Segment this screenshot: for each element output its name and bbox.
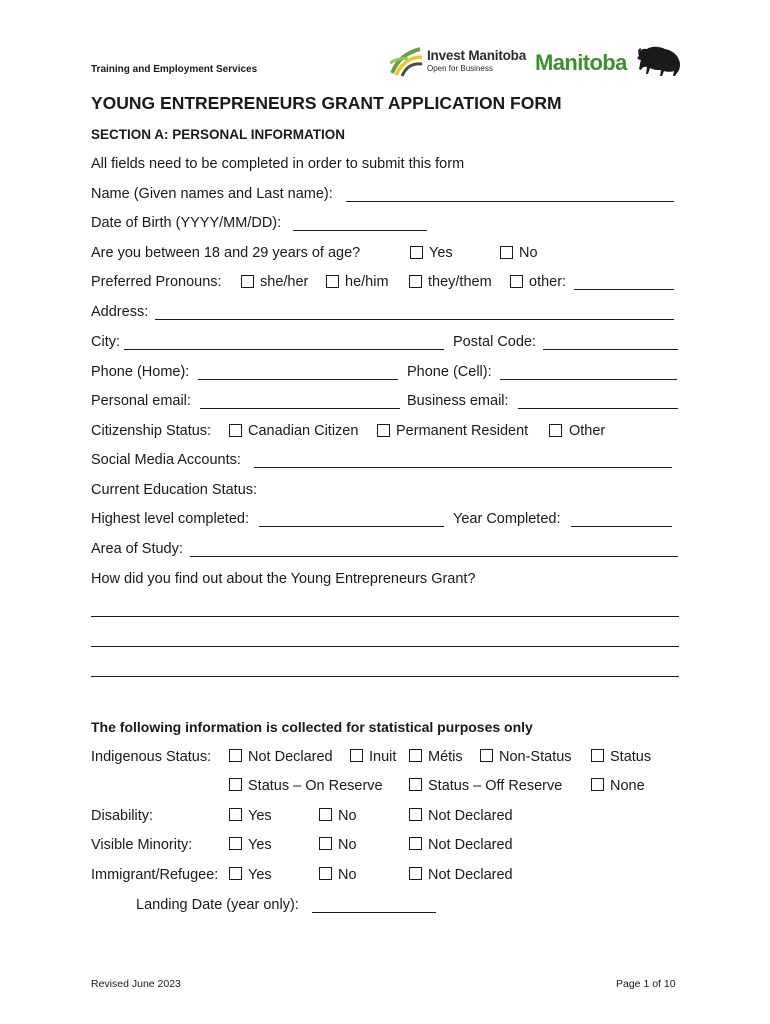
landing-date-field[interactable] [312, 912, 436, 913]
disability-yes-checkbox[interactable] [229, 808, 242, 821]
citizen-other-label: Other [569, 423, 606, 439]
indigenous-not-declared-label: Not Declared [248, 749, 333, 765]
indigenous-on-reserve-label: Status – On Reserve [248, 778, 383, 794]
pronoun-they-label: they/them [428, 274, 492, 290]
year-completed-field[interactable] [571, 526, 672, 527]
pronoun-other-checkbox[interactable] [510, 275, 523, 288]
visible-minority-no-label: No [338, 837, 357, 853]
dob-field[interactable] [293, 230, 427, 231]
personal-email-label: Personal email: [91, 393, 191, 409]
invest-manitoba-tagline: Open for Business [427, 64, 493, 73]
manitoba-wordmark: Manitoba [535, 50, 627, 75]
indigenous-status-label: Status [610, 749, 652, 765]
pronoun-they-checkbox[interactable] [409, 275, 422, 288]
disability-yes-label: Yes [248, 808, 272, 824]
citizen-other-checkbox[interactable] [549, 424, 562, 437]
pronouns-label: Preferred Pronouns: [91, 274, 222, 290]
instructions-text: All fields need to be completed in order to submit this form [91, 156, 465, 172]
disability-no-checkbox[interactable] [319, 808, 332, 821]
name-field[interactable] [346, 201, 674, 202]
indigenous-on-reserve-checkbox[interactable] [229, 778, 242, 791]
visible-minority-yes-checkbox[interactable] [229, 837, 242, 850]
pronoun-other-field[interactable] [574, 289, 674, 290]
indigenous-off-reserve-label: Status – Off Reserve [428, 778, 563, 794]
visible-minority-label: Visible Minority: [91, 837, 193, 853]
invest-manitoba-leaf-icon [390, 45, 424, 77]
postal-code-field[interactable] [543, 349, 678, 350]
city-label: City: [91, 334, 120, 350]
address-label: Address: [91, 304, 149, 320]
indigenous-off-reserve-checkbox[interactable] [409, 778, 422, 791]
age-question: Are you between 18 and 29 years of age? [91, 245, 361, 261]
indigenous-none-checkbox[interactable] [591, 778, 604, 791]
department-name: Training and Employment Services [91, 64, 258, 75]
invest-manitoba-name: Invest Manitoba [427, 48, 527, 63]
city-field[interactable] [124, 349, 444, 350]
form-title: YOUNG ENTREPRENEURS GRANT APPLICATION FORM [91, 93, 562, 113]
area-of-study-field[interactable] [190, 556, 678, 557]
find-out-line-2[interactable] [91, 646, 679, 647]
manitoba-logo [535, 44, 685, 80]
indigenous-inuit-checkbox[interactable] [350, 749, 363, 762]
indigenous-non-status-checkbox[interactable] [480, 749, 493, 762]
immigrant-yes-checkbox[interactable] [229, 867, 242, 880]
pronoun-he-checkbox[interactable] [326, 275, 339, 288]
social-media-field[interactable] [254, 467, 672, 468]
highest-level-label: Highest level completed: [91, 511, 249, 527]
disability-not-declared-label: Not Declared [428, 808, 513, 824]
business-email-label: Business email: [407, 393, 509, 409]
indigenous-none-label: None [610, 778, 645, 794]
immigrant-no-checkbox[interactable] [319, 867, 332, 880]
dob-label: Date of Birth (YYYY/MM/DD): [91, 215, 282, 231]
page-number: Page 1 of 10 [616, 978, 676, 990]
disability-no-label: No [338, 808, 357, 824]
disability-label: Disability: [91, 808, 154, 824]
citizen-pr-label: Permanent Resident [396, 423, 529, 439]
visible-minority-yes-label: Yes [248, 837, 272, 853]
statistics-heading: The following information is collected for statistical purposes only [91, 719, 533, 735]
personal-email-field[interactable] [200, 408, 400, 409]
phone-cell-field[interactable] [500, 379, 677, 380]
name-label: Name (Given names and Last name): [91, 186, 333, 202]
citizen-pr-checkbox[interactable] [377, 424, 390, 437]
visible-minority-not-declared-label: Not Declared [428, 837, 513, 853]
revised-date: Revised June 2023 [91, 978, 181, 990]
disability-not-declared-checkbox[interactable] [409, 808, 422, 821]
immigrant-no-label: No [338, 867, 357, 883]
phone-cell-label: Phone (Cell): [407, 364, 492, 380]
pronoun-she-checkbox[interactable] [241, 275, 254, 288]
pronoun-other-label: other: [529, 274, 567, 290]
pronoun-he-label: he/him [345, 274, 389, 290]
year-completed-label: Year Completed: [453, 511, 561, 527]
indigenous-metis-checkbox[interactable] [409, 749, 422, 762]
bison-icon [635, 46, 683, 78]
indigenous-non-status-label: Non-Status [499, 749, 572, 765]
find-out-question: How did you find out about the Young Entrepreneurs Grant? [91, 571, 476, 587]
indigenous-not-declared-checkbox[interactable] [229, 749, 242, 762]
immigrant-label: Immigrant/Refugee: [91, 867, 219, 883]
pronoun-she-label: she/her [260, 274, 309, 290]
education-status-label: Current Education Status: [91, 482, 258, 498]
immigrant-yes-label: Yes [248, 867, 272, 883]
age-yes-checkbox[interactable] [410, 246, 423, 259]
social-media-label: Social Media Accounts: [91, 452, 241, 468]
address-field[interactable] [155, 319, 674, 320]
business-email-field[interactable] [518, 408, 678, 409]
landing-date-label: Landing Date (year only): [136, 897, 299, 913]
find-out-line-3[interactable] [91, 676, 679, 677]
find-out-line-1[interactable] [91, 616, 679, 617]
citizen-canadian-checkbox[interactable] [229, 424, 242, 437]
immigrant-not-declared-label: Not Declared [428, 867, 513, 883]
visible-minority-no-checkbox[interactable] [319, 837, 332, 850]
age-no-label: No [519, 245, 538, 261]
age-no-checkbox[interactable] [500, 246, 513, 259]
phone-home-field[interactable] [198, 379, 398, 380]
visible-minority-not-declared-checkbox[interactable] [409, 837, 422, 850]
citizenship-label: Citizenship Status: [91, 423, 212, 439]
indigenous-label: Indigenous Status: [91, 749, 212, 765]
indigenous-metis-label: Métis [428, 749, 463, 765]
postal-code-label: Postal Code: [453, 334, 537, 350]
age-yes-label: Yes [429, 245, 453, 261]
section-a-heading: SECTION A: PERSONAL INFORMATION [91, 127, 346, 142]
indigenous-inuit-label: Inuit [369, 749, 397, 765]
immigrant-not-declared-checkbox[interactable] [409, 867, 422, 880]
phone-home-label: Phone (Home): [91, 364, 190, 380]
area-of-study-label: Area of Study: [91, 541, 183, 557]
indigenous-status-checkbox[interactable] [591, 749, 604, 762]
citizen-canadian-label: Canadian Citizen [248, 423, 359, 439]
invest-manitoba-logo [390, 45, 530, 79]
highest-level-field[interactable] [259, 526, 444, 527]
